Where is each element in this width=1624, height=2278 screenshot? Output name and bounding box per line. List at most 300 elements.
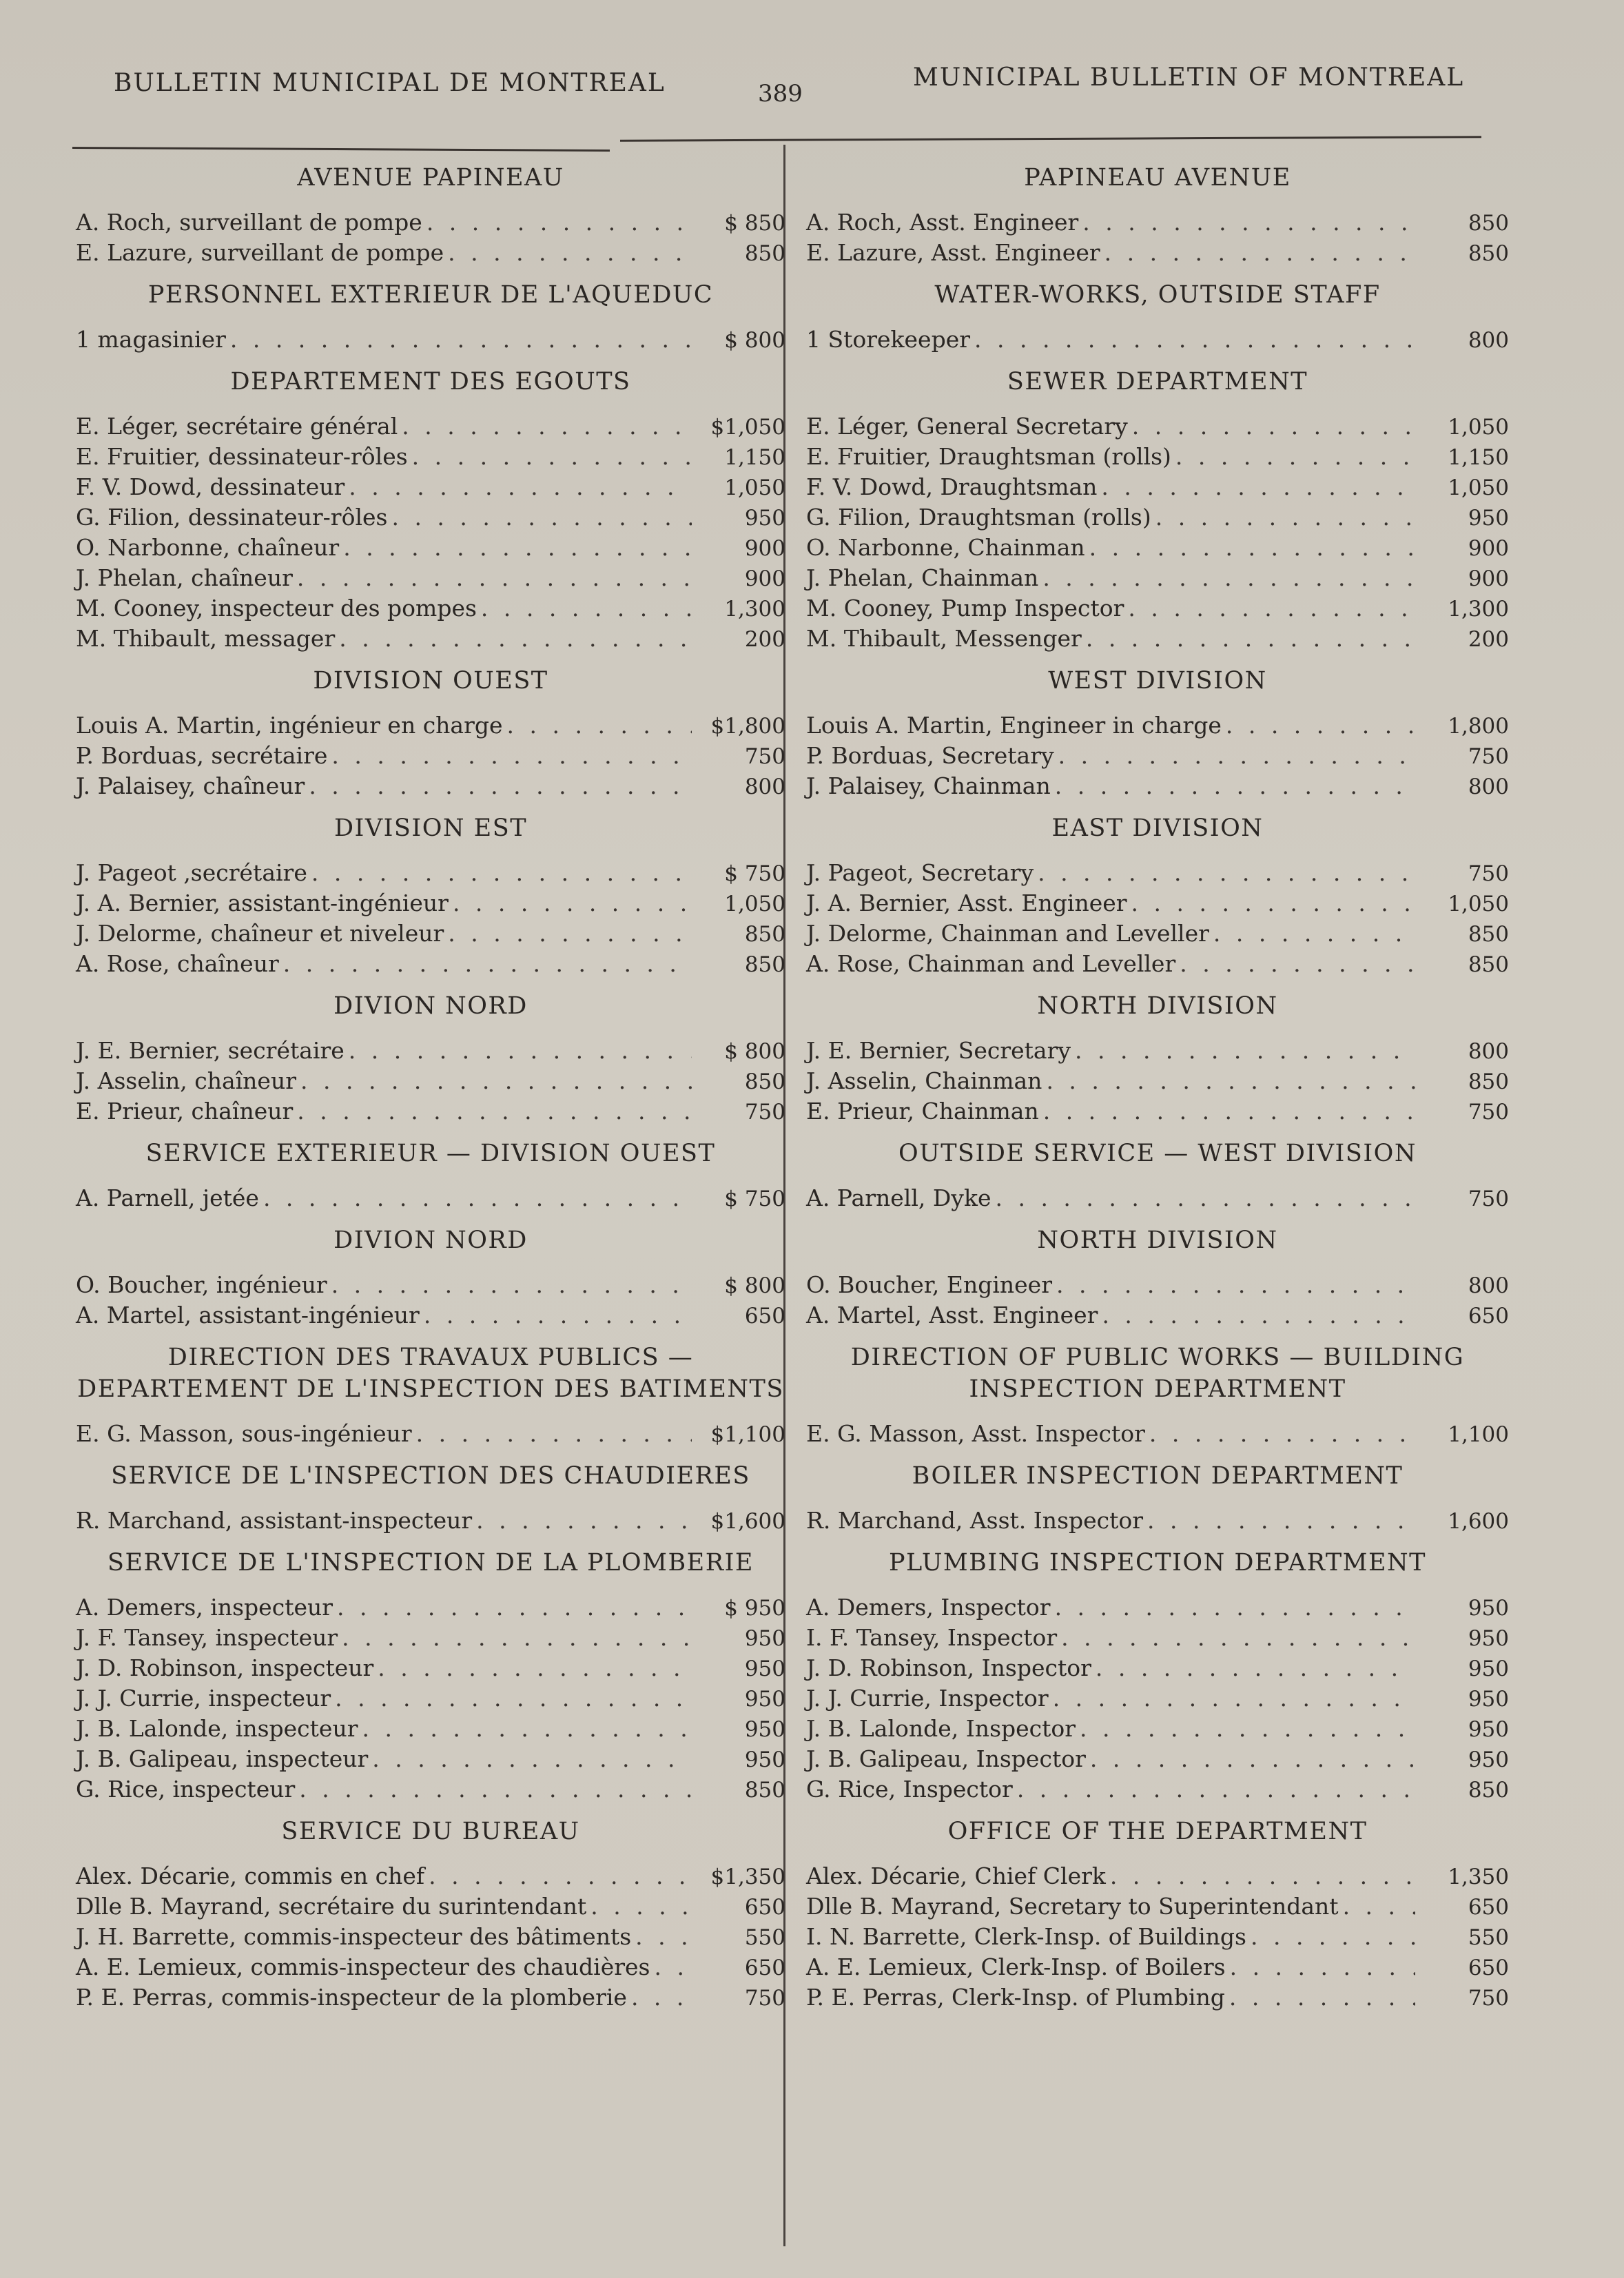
leader-dots	[448, 238, 692, 268]
salary-amount: 550	[744, 1925, 785, 1950]
leader-dots	[1042, 563, 1415, 593]
salary-amount: 1,050	[1448, 475, 1509, 500]
english-column	[806, 155, 1509, 2024]
employee-name: J. B. Galipeau, Inspector	[806, 1745, 1086, 1772]
salary-row	[806, 325, 1509, 355]
salary-amount: 650	[744, 1956, 785, 1980]
section-title: DEPARTEMENT DES EGOUTS	[230, 368, 631, 396]
leader-dots	[1104, 238, 1415, 268]
english-section	[806, 1224, 1509, 1331]
employee-name: E. Fruitier, Draughtsman (rolls)	[806, 443, 1171, 470]
salary-row	[806, 563, 1509, 593]
employee-name: J. F. Tansey, inspecteur	[76, 1624, 338, 1651]
salary-row	[806, 1653, 1509, 1683]
salary-row	[806, 741, 1509, 771]
employee-name: J. E. Bernier, secrétaire	[76, 1037, 345, 1064]
french-column	[76, 155, 785, 2024]
employee-name: E. Prieur, Chainman	[806, 1098, 1039, 1125]
leader-dots	[337, 1592, 692, 1623]
header-left-title: BULLETIN MUNICIPAL DE MONTREAL	[114, 69, 666, 97]
leader-dots	[391, 502, 692, 533]
salary-amount: 1,050	[1448, 415, 1509, 440]
salary-row	[76, 1922, 785, 1952]
salary-row	[806, 1066, 1509, 1096]
salary-row	[76, 593, 785, 624]
salary-amount: 950	[1468, 506, 1509, 531]
employee-name: M. Thibault, Messenger	[806, 625, 1082, 652]
employee-name: M. Cooney, Pump Inspector	[806, 595, 1124, 622]
section-title: WATER-WORKS, OUTSIDE STAFF	[934, 281, 1381, 309]
leader-dots	[1180, 949, 1415, 979]
salary-row	[76, 949, 785, 979]
leader-dots	[339, 624, 692, 654]
salary-amount: 950	[1468, 1687, 1509, 1712]
employee-name: E. Léger, secrétaire général	[76, 413, 398, 440]
employee-name: A. Rose, chaîneur	[76, 950, 279, 977]
employee-name: Alex. Décarie, commis en chef	[76, 1863, 425, 1889]
salary-row	[806, 1183, 1509, 1213]
salary-amount: 800	[1468, 1039, 1509, 1064]
employee-name: E. Léger, General Secretary	[806, 413, 1128, 440]
french-section	[76, 1224, 785, 1331]
employee-name: E. Prieur, chaîneur	[76, 1098, 294, 1125]
salary-amount: $ 750	[724, 1187, 785, 1211]
salary-amount: 550	[1468, 1925, 1509, 1950]
salary-amount: $1,100	[710, 1422, 785, 1447]
leader-dots	[1017, 1774, 1415, 1805]
leader-dots	[331, 1270, 692, 1300]
french-section	[76, 812, 785, 979]
salary-amount: 650	[1468, 1956, 1509, 1980]
french-section	[76, 366, 785, 654]
leader-dots	[300, 1066, 692, 1096]
employee-name: J. B. Galipeau, inspecteur	[76, 1745, 369, 1772]
employee-name: J. Pageot ,secrétaire	[76, 859, 307, 886]
salary-amount: $ 950	[724, 1596, 785, 1621]
employee-name: F. V. Dowd, dessinateur	[76, 473, 345, 500]
section-title: PLUMBING INSPECTION DEPARTMENT	[888, 1549, 1427, 1577]
salary-row	[806, 207, 1509, 238]
leader-dots	[1096, 1653, 1415, 1683]
leader-dots	[416, 1419, 692, 1449]
employee-name: O. Boucher, Engineer	[806, 1271, 1052, 1298]
leader-dots	[1080, 1714, 1415, 1744]
salary-row	[76, 238, 785, 268]
employee-name: J. H. Barrette, commis-inspecteur des bâtiments	[76, 1923, 632, 1950]
employee-name: J. Palaisey, Chainman	[806, 772, 1051, 799]
leader-dots	[297, 563, 692, 593]
salary-row	[76, 1861, 785, 1891]
header-rule-left	[72, 147, 610, 152]
salary-row	[76, 1036, 785, 1066]
salary-row	[76, 1096, 785, 1127]
employee-name: P. Borduas, Secretary	[806, 742, 1054, 769]
employee-name: 1 magasinier	[76, 326, 226, 353]
salary-amount: 1,150	[724, 445, 785, 470]
salary-row	[806, 1592, 1509, 1623]
english-section	[806, 990, 1509, 1127]
leader-dots	[1086, 624, 1415, 654]
salary-row	[806, 1623, 1509, 1653]
salary-row	[806, 1891, 1509, 1922]
salary-row	[806, 1922, 1509, 1952]
leader-dots	[974, 325, 1415, 355]
leader-dots	[378, 1653, 692, 1683]
employee-name: G. Rice, inspecteur	[76, 1776, 296, 1803]
leader-dots	[655, 1952, 692, 1982]
salary-amount: 650	[1468, 1895, 1509, 1920]
employee-name: R. Marchand, Asst. Inspector	[806, 1507, 1144, 1534]
salary-amount: 950	[1468, 1717, 1509, 1742]
salary-amount: 850	[1468, 922, 1509, 947]
employee-name: A. Martel, Asst. Engineer	[806, 1302, 1098, 1328]
salary-row	[806, 1096, 1509, 1127]
leader-dots	[362, 1714, 692, 1744]
salary-amount: $1,800	[710, 714, 785, 739]
salary-amount: 1,600	[1448, 1509, 1509, 1534]
salary-row	[806, 919, 1509, 949]
salary-row	[76, 624, 785, 654]
salary-amount: $ 800	[724, 328, 785, 353]
salary-amount: 850	[744, 241, 785, 266]
leader-dots	[631, 1982, 692, 2013]
leader-dots	[342, 1623, 692, 1653]
employee-name: A. Rose, Chainman and Leveller	[806, 950, 1176, 977]
leader-dots	[1090, 1744, 1415, 1774]
salary-amount: 1,300	[724, 597, 785, 622]
employee-name: J. D. Robinson, inspecteur	[76, 1654, 374, 1681]
leader-dots	[453, 888, 692, 919]
section-title: EAST DIVISION	[1051, 814, 1264, 842]
leader-dots	[1147, 1506, 1415, 1536]
leader-dots	[995, 1183, 1415, 1213]
salary-amount: 650	[744, 1304, 785, 1328]
employee-name: M. Cooney, inspecteur des pompes	[76, 595, 477, 622]
salary-row	[76, 1952, 785, 1982]
salary-row	[76, 1183, 785, 1213]
leader-dots	[1043, 1096, 1415, 1127]
salary-amount: 900	[1468, 536, 1509, 561]
salary-row	[806, 1300, 1509, 1331]
salary-amount: 750	[1468, 744, 1509, 769]
salary-row	[76, 858, 785, 888]
leader-dots	[349, 1036, 692, 1066]
employee-name: A. Roch, Asst. Engineer	[806, 209, 1079, 236]
salary-row	[806, 1036, 1509, 1066]
leader-dots	[1038, 858, 1415, 888]
leader-dots	[283, 949, 692, 979]
salary-row	[76, 771, 785, 801]
salary-amount: 650	[744, 1895, 785, 1920]
salary-amount: 1,100	[1448, 1422, 1509, 1447]
salary-row	[806, 1683, 1509, 1714]
salary-amount: 850	[744, 1778, 785, 1803]
english-section	[806, 812, 1509, 979]
leader-dots	[1132, 411, 1415, 442]
salary-row	[806, 533, 1509, 563]
salary-amount: $ 800	[724, 1039, 785, 1064]
leader-dots	[335, 1683, 692, 1714]
leader-dots	[429, 1861, 692, 1891]
employee-name: J. Pageot, Secretary	[806, 859, 1034, 886]
employee-name: F. V. Dowd, Draughtsman	[806, 473, 1098, 500]
salary-amount: 800	[1468, 328, 1509, 353]
salary-row	[806, 1419, 1509, 1449]
salary-row	[76, 1714, 785, 1744]
english-section	[806, 665, 1509, 801]
salary-amount: 850	[744, 922, 785, 947]
leader-dots	[1089, 533, 1415, 563]
employee-name: J. Phelan, Chainman	[806, 564, 1039, 591]
leader-dots	[1082, 207, 1415, 238]
salary-row	[806, 1861, 1509, 1891]
leader-dots	[263, 1183, 692, 1213]
employee-name: E. G. Masson, sous-ingénieur	[76, 1420, 412, 1447]
salary-row	[76, 1592, 785, 1623]
employee-name: R. Marchand, assistant-inspecteur	[76, 1507, 473, 1534]
section-title: DIVISION EST	[333, 814, 528, 842]
employee-name: A. Parnell, Dyke	[806, 1184, 991, 1211]
salary-amount: 750	[1468, 861, 1509, 886]
salary-row	[806, 1982, 1509, 2013]
page-number: 389	[758, 80, 803, 107]
leader-dots	[299, 1774, 692, 1805]
leader-dots	[412, 442, 692, 472]
leader-dots	[1053, 1683, 1415, 1714]
salary-amount: 950	[744, 1717, 785, 1742]
salary-row	[76, 1653, 785, 1683]
leader-dots	[1046, 1066, 1415, 1096]
section-title: SEWER DEPARTMENT	[1007, 368, 1308, 396]
salary-row	[76, 1774, 785, 1805]
employee-name: J. Palaisey, chaîneur	[76, 772, 305, 799]
salary-row	[76, 1270, 785, 1300]
salary-amount: 950	[1468, 1626, 1509, 1651]
salary-amount: 800	[744, 774, 785, 799]
employee-name: M. Thibault, messager	[76, 625, 336, 652]
section-title: DIVION NORD	[333, 1227, 528, 1254]
french-section	[76, 1138, 785, 1213]
salary-amount: 850	[744, 1069, 785, 1094]
salary-amount: 900	[744, 566, 785, 591]
leader-dots	[1075, 1036, 1415, 1066]
salary-row	[76, 741, 785, 771]
salary-amount: 1,050	[724, 475, 785, 500]
employee-name: A. Martel, assistant-ingénieur	[76, 1302, 420, 1328]
employee-name: O. Boucher, ingénieur	[76, 1271, 327, 1298]
leader-dots	[1055, 1592, 1415, 1623]
salary-row	[76, 325, 785, 355]
salary-row	[76, 1683, 785, 1714]
employee-name: J. Asselin, chaîneur	[76, 1067, 296, 1094]
salary-row	[76, 1891, 785, 1922]
employee-name: E. Lazure, surveillant de pompe	[76, 239, 444, 266]
salary-amount: 850	[1468, 211, 1509, 236]
salary-amount: 650	[1468, 1304, 1509, 1328]
employee-name: J. Asselin, Chainman	[806, 1067, 1042, 1094]
salary-amount: 1,300	[1448, 597, 1509, 622]
english-section	[806, 1138, 1509, 1213]
section-title: BOILER INSPECTION DEPARTMENT	[912, 1462, 1404, 1490]
salary-row	[806, 1506, 1509, 1536]
salary-amount: 950	[744, 1626, 785, 1651]
employee-name: E. G. Masson, Asst. Inspector	[806, 1420, 1145, 1447]
english-section	[806, 366, 1509, 654]
salary-amount: 750	[1468, 1100, 1509, 1125]
salary-row	[806, 411, 1509, 442]
salary-row	[806, 1744, 1509, 1774]
employee-name: O. Narbonne, chaîneur	[76, 534, 340, 561]
employee-name: Louis A. Martin, Engineer in charge	[806, 712, 1222, 739]
salary-amount: 950	[1468, 1596, 1509, 1621]
leader-dots	[1128, 593, 1415, 624]
leader-dots	[1230, 1952, 1415, 1982]
salary-amount: 1,350	[1448, 1865, 1509, 1889]
leader-dots	[448, 919, 692, 949]
leader-dots	[426, 207, 692, 238]
employee-name: Dlle B. Mayrand, secrétaire du surintendant	[76, 1893, 587, 1920]
leader-dots	[1229, 1982, 1415, 2013]
salary-amount: 850	[1468, 1778, 1509, 1803]
employee-name: P. E. Perras, commis-inspecteur de la plomberie	[76, 1984, 627, 2011]
salary-row	[76, 563, 785, 593]
salary-row	[806, 888, 1509, 919]
header-rule-right	[620, 136, 1481, 141]
salary-amount: 950	[744, 1747, 785, 1772]
salary-row	[806, 472, 1509, 502]
salary-amount: 1,800	[1448, 714, 1509, 739]
section-title: PAPINEAU AVENUE	[1024, 164, 1291, 192]
salary-amount: 900	[1468, 566, 1509, 591]
salary-row	[806, 1774, 1509, 1805]
french-section	[76, 665, 785, 801]
section-title: SERVICE EXTERIEUR — DIVISION OUEST	[145, 1140, 716, 1167]
salary-row	[76, 1623, 785, 1653]
employee-name: A. E. Lemieux, commis-inspecteur des chaudières	[76, 1953, 650, 1980]
salary-row	[806, 1714, 1509, 1744]
salary-amount: 1,050	[1448, 892, 1509, 916]
leader-dots	[1101, 472, 1415, 502]
salary-amount: 850	[1468, 1069, 1509, 1094]
employee-name: Louis A. Martin, ingénieur en charge	[76, 712, 503, 739]
salary-amount: 750	[1468, 1986, 1509, 2011]
leader-dots	[1226, 710, 1415, 741]
employee-name: J. A. Bernier, Asst. Engineer	[806, 890, 1127, 916]
employee-name: Alex. Décarie, Chief Clerk	[806, 1863, 1106, 1889]
employee-name: A. Demers, Inspector	[806, 1594, 1051, 1621]
employee-name: O. Narbonne, Chainman	[806, 534, 1085, 561]
employee-name: A. E. Lemieux, Clerk-Insp. of Boilers	[806, 1953, 1226, 1980]
salary-row	[76, 1066, 785, 1096]
employee-name: G. Filion, dessinateur-rôles	[76, 504, 388, 531]
section-title: DIVION NORD	[333, 992, 528, 1020]
salary-amount: $ 750	[724, 861, 785, 886]
employee-name: Dlle B. Mayrand, Secretary to Superintendant	[806, 1893, 1339, 1920]
salary-amount: 750	[1468, 1187, 1509, 1211]
salary-row	[76, 502, 785, 533]
salary-row	[806, 442, 1509, 472]
salary-amount: 950	[1468, 1656, 1509, 1681]
salary-amount: 850	[1468, 952, 1509, 977]
leader-dots	[1058, 741, 1415, 771]
leader-dots	[343, 533, 692, 563]
section-title: SERVICE DU BUREAU	[281, 1818, 580, 1845]
french-section	[76, 279, 785, 355]
leader-dots	[1110, 1861, 1415, 1891]
salary-amount: 800	[1468, 774, 1509, 799]
salary-row	[76, 533, 785, 563]
french-section	[76, 1460, 785, 1536]
employee-name: A. Demers, inspecteur	[76, 1594, 333, 1621]
section-title: SERVICE DE L'INSPECTION DE LA PLOMBERIE	[107, 1549, 754, 1577]
salary-amount: $1,600	[710, 1509, 785, 1534]
leader-dots	[1055, 771, 1415, 801]
employee-name: I. F. Tansey, Inspector	[806, 1624, 1058, 1651]
leader-dots	[1155, 502, 1415, 533]
english-section	[806, 162, 1509, 268]
salary-amount: 950	[744, 1656, 785, 1681]
employee-name: J. B. Lalonde, Inspector	[806, 1715, 1076, 1742]
salary-row	[76, 1419, 785, 1449]
leader-dots	[311, 858, 692, 888]
salary-row	[806, 949, 1509, 979]
section-title: WEST DIVISION	[1048, 667, 1267, 695]
salary-amount: $1,350	[710, 1865, 785, 1889]
section-title: OUTSIDE SERVICE — WEST DIVISION	[898, 1140, 1417, 1167]
salary-row	[76, 472, 785, 502]
french-section	[76, 1342, 785, 1449]
section-title: AVENUE PAPINEAU	[297, 164, 564, 192]
leader-dots	[1061, 1623, 1415, 1653]
salary-amount: $ 800	[724, 1273, 785, 1298]
leader-dots	[590, 1891, 692, 1922]
employee-name: I. N. Barrette, Clerk-Insp. of Buildings	[806, 1923, 1246, 1950]
leader-dots	[1131, 888, 1415, 919]
employee-name: J. E. Bernier, Secretary	[806, 1037, 1071, 1064]
leader-dots	[1175, 442, 1415, 472]
french-section	[76, 1816, 785, 2013]
salary-amount: 1,050	[724, 892, 785, 916]
employee-name: A. Roch, surveillant de pompe	[76, 209, 422, 236]
english-section	[806, 1816, 1509, 2013]
employee-name: 1 Storekeeper	[806, 326, 971, 353]
english-section	[806, 1547, 1509, 1805]
french-section	[76, 990, 785, 1127]
leader-dots	[1102, 1300, 1415, 1331]
employee-name: E. Fruitier, dessinateur-rôles	[76, 443, 408, 470]
salary-amount: 200	[744, 627, 785, 652]
leader-dots	[1213, 919, 1415, 949]
salary-row	[76, 1300, 785, 1331]
salary-row	[806, 593, 1509, 624]
salary-amount: $1,050	[710, 415, 785, 440]
salary-amount: 750	[744, 1100, 785, 1125]
employee-name: J. J. Currie, Inspector	[806, 1685, 1049, 1712]
leader-dots	[372, 1744, 692, 1774]
employee-name: P. Borduas, secrétaire	[76, 742, 328, 769]
employee-name: J. J. Currie, inspecteur	[76, 1685, 331, 1712]
salary-amount: 800	[1468, 1273, 1509, 1298]
leader-dots	[507, 710, 692, 741]
employee-name: G. Rice, Inspector	[806, 1776, 1013, 1803]
leader-dots	[297, 1096, 692, 1127]
employee-name: E. Lazure, Asst. Engineer	[806, 239, 1100, 266]
leader-dots	[476, 1506, 692, 1536]
section-title: DIVISION OUEST	[313, 667, 548, 695]
employee-name: J. Phelan, chaîneur	[76, 564, 293, 591]
section-title: SERVICE DE L'INSPECTION DES CHAUDIERES	[111, 1462, 750, 1490]
leader-dots	[230, 325, 692, 355]
